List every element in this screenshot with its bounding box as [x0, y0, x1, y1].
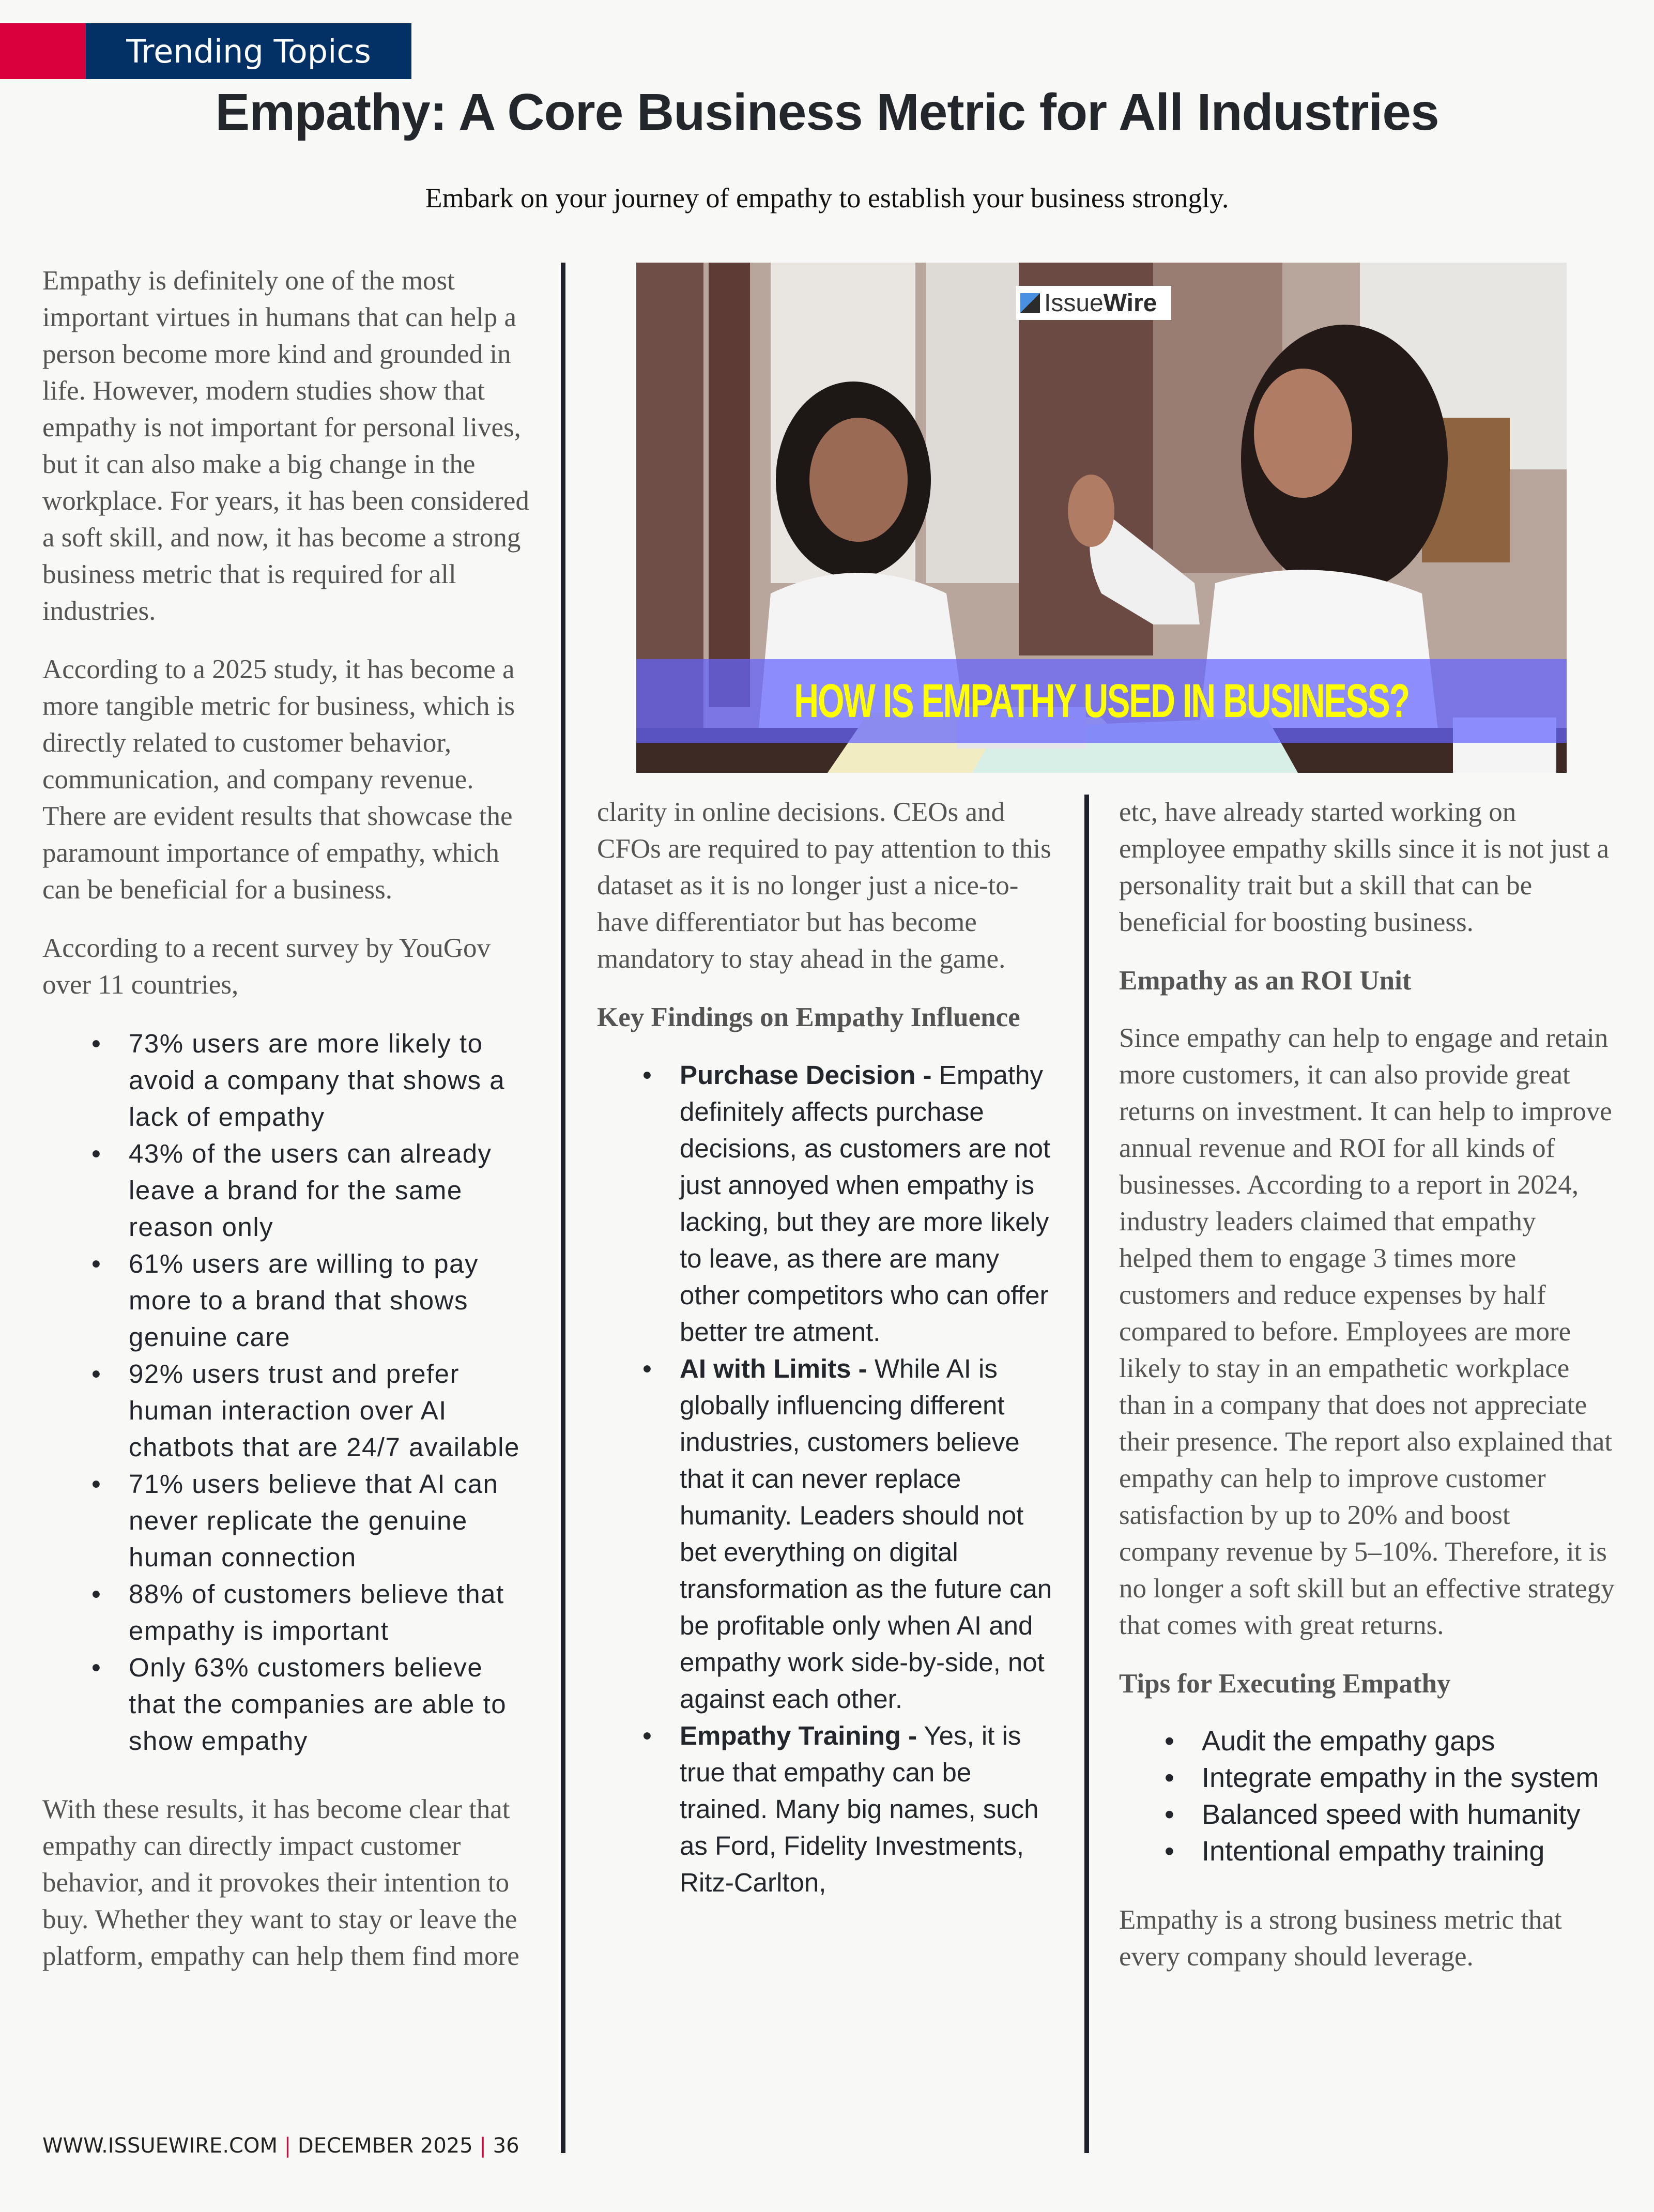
clarity-paragraph: clarity in online decisions. CEOs and CFOs are required to pay attention to this dataset as it is no longer just a nice-to-have differentiator but has become mandatory to stay ahead in the game. [597, 797, 1051, 974]
tip-item: • Audit the empathy gaps [1165, 1723, 1615, 1760]
section-tag-accent [0, 23, 86, 79]
intro-paragraph: Empathy is definitely one of the most important virtues in humans that can help a person become more kind and grounded in life. However, modern studies show that empathy is not important for personal lives, but it can also make a big change in the workplace. For years, it has been considered a soft skill, and now, it has become a strong business metric that is required for all industries. [42, 266, 529, 626]
footer-separator: | [479, 2134, 486, 2158]
key-findings-heading: Key Findings on Empathy Influence [597, 1002, 1020, 1032]
stat-item: • 43% of the users can already leave a brand for the same reason only [91, 1135, 531, 1245]
footer-page-number: 36 [493, 2134, 519, 2158]
stat-item: • 61% users are willing to pay more to a brand that shows genuine care [91, 1245, 531, 1355]
right-column [1119, 794, 1615, 1997]
stat-item: • 71% users believe that AI can never replicate the genuine human connection [91, 1466, 531, 1576]
roi-paragraph: Since empathy can help to engage and retain more customers, it can also provide great returns on investment. It can help to improve annual revenue and ROI for all kinds of businesses. According to a report in 2024, industry leaders claimed that empathy helped them to engage 3 times more customers and reduce expenses by half compared to before. Employees are more likely to stay in an empathetic workplace than in a company that does not appreciate their presence. The report also explained that empathy can help to improve customer satisfaction by up to 20% and boost company revenue by 5–10%. Therefore, it is no longer a soft skill but an effective strategy that comes with great returns. [1119, 1023, 1615, 1640]
issuewire-logo [1016, 286, 1171, 320]
stat-item: • 73% users are more likely to avoid a company that shows a lack of empathy [91, 1025, 531, 1135]
key-findings-list [642, 1057, 1060, 1901]
study-paragraph: According to a 2025 study, it has become a more tangible metric for business, which is directly related to customer behavior, communication, and company revenue. There are evident results that showcase the paramount importance of empathy, which can be beneficial for a business. [42, 654, 515, 905]
training-continued-paragraph: etc, have already started working on employee empathy skills since it is not just a personality trait but a skill that can be beneficial for boosting business. [1119, 797, 1609, 937]
closing-paragraph: Empathy is a strong business metric that every company should leverage. [1119, 1905, 1562, 1972]
hero-image [636, 263, 1567, 773]
finding-text: Empathy definitely affects purchase decisions, as customers are not just annoyed when empathy is lacking, but they are more likely to leave, as there are many other competitors who can offer better tre atment. [680, 1060, 1051, 1347]
finding-label: Purchase Decision - [680, 1060, 932, 1090]
middle-column [597, 794, 1060, 1923]
survey-paragraph: According to a recent survey by YouGov over 11 countries, [42, 933, 491, 1000]
finding-text: Yes, it is true that empathy can be trained. Many big names, such as Ford, Fidelity Investments, Ritz-Carlton, [680, 1721, 1039, 1897]
hero-banner [636, 659, 1567, 743]
issuewire-logo-icon [1020, 293, 1040, 313]
page-footer [42, 2134, 519, 2158]
stat-item: • Only 63% customers believe that the companies are able to show empathy [91, 1649, 531, 1759]
roi-heading: Empathy as an ROI Unit [1119, 966, 1412, 996]
footer-website: WWW.ISSUEWIRE.COM [42, 2134, 278, 2158]
survey-stats-list [91, 1025, 531, 1759]
tip-item: • Balanced speed with humanity [1165, 1796, 1615, 1833]
stat-item: • 92% users trust and prefer human interaction over AI chatbots that are 24/7 available [91, 1355, 531, 1466]
column-divider [561, 263, 565, 2153]
left-column [42, 263, 531, 1996]
footer-separator: | [284, 2134, 292, 2158]
column-divider [1084, 795, 1089, 2153]
finding-item [642, 1057, 1060, 1350]
finding-item [642, 1717, 1060, 1901]
finding-item [642, 1350, 1060, 1717]
tip-item: • Intentional empathy training [1165, 1833, 1615, 1870]
section-tag: Trending Topics [86, 23, 411, 79]
logo-text-bold: Wire [1103, 289, 1157, 317]
logo-text-light: Issue [1044, 289, 1104, 317]
tip-item: • Integrate empathy in the system [1165, 1760, 1615, 1796]
article-subtitle: Embark on your journey of empathy to establish your business strongly. [425, 182, 1229, 213]
finding-label: Empathy Training - [680, 1721, 917, 1750]
results-paragraph: With these results, it has become clear that empathy can directly impact customer behavior, and it provokes their intention to buy. Whether they want to stay or leave the platform, empathy can help them find more [42, 1794, 519, 1971]
tips-list [1165, 1723, 1615, 1870]
finding-label: AI with Limits - [680, 1354, 867, 1383]
tips-heading: Tips for Executing Empathy [1119, 1669, 1451, 1699]
finding-text: While AI is globally influencing different industries, customers believe that it can never replace humanity. Leaders should not bet everything on digital transformation as the future can be profitable only when AI and empathy work side-by-side, not against each other. [680, 1354, 1052, 1714]
stat-item: • 88% of customers believe that empathy is important [91, 1576, 531, 1649]
hero-banner-text: HOW IS EMPATHY USED IN BUSINESS? [794, 674, 1409, 727]
footer-issue-date: DECEMBER 2025 [297, 2134, 473, 2158]
article-title: Empathy: A Core Business Metric for All Industries [215, 83, 1439, 141]
